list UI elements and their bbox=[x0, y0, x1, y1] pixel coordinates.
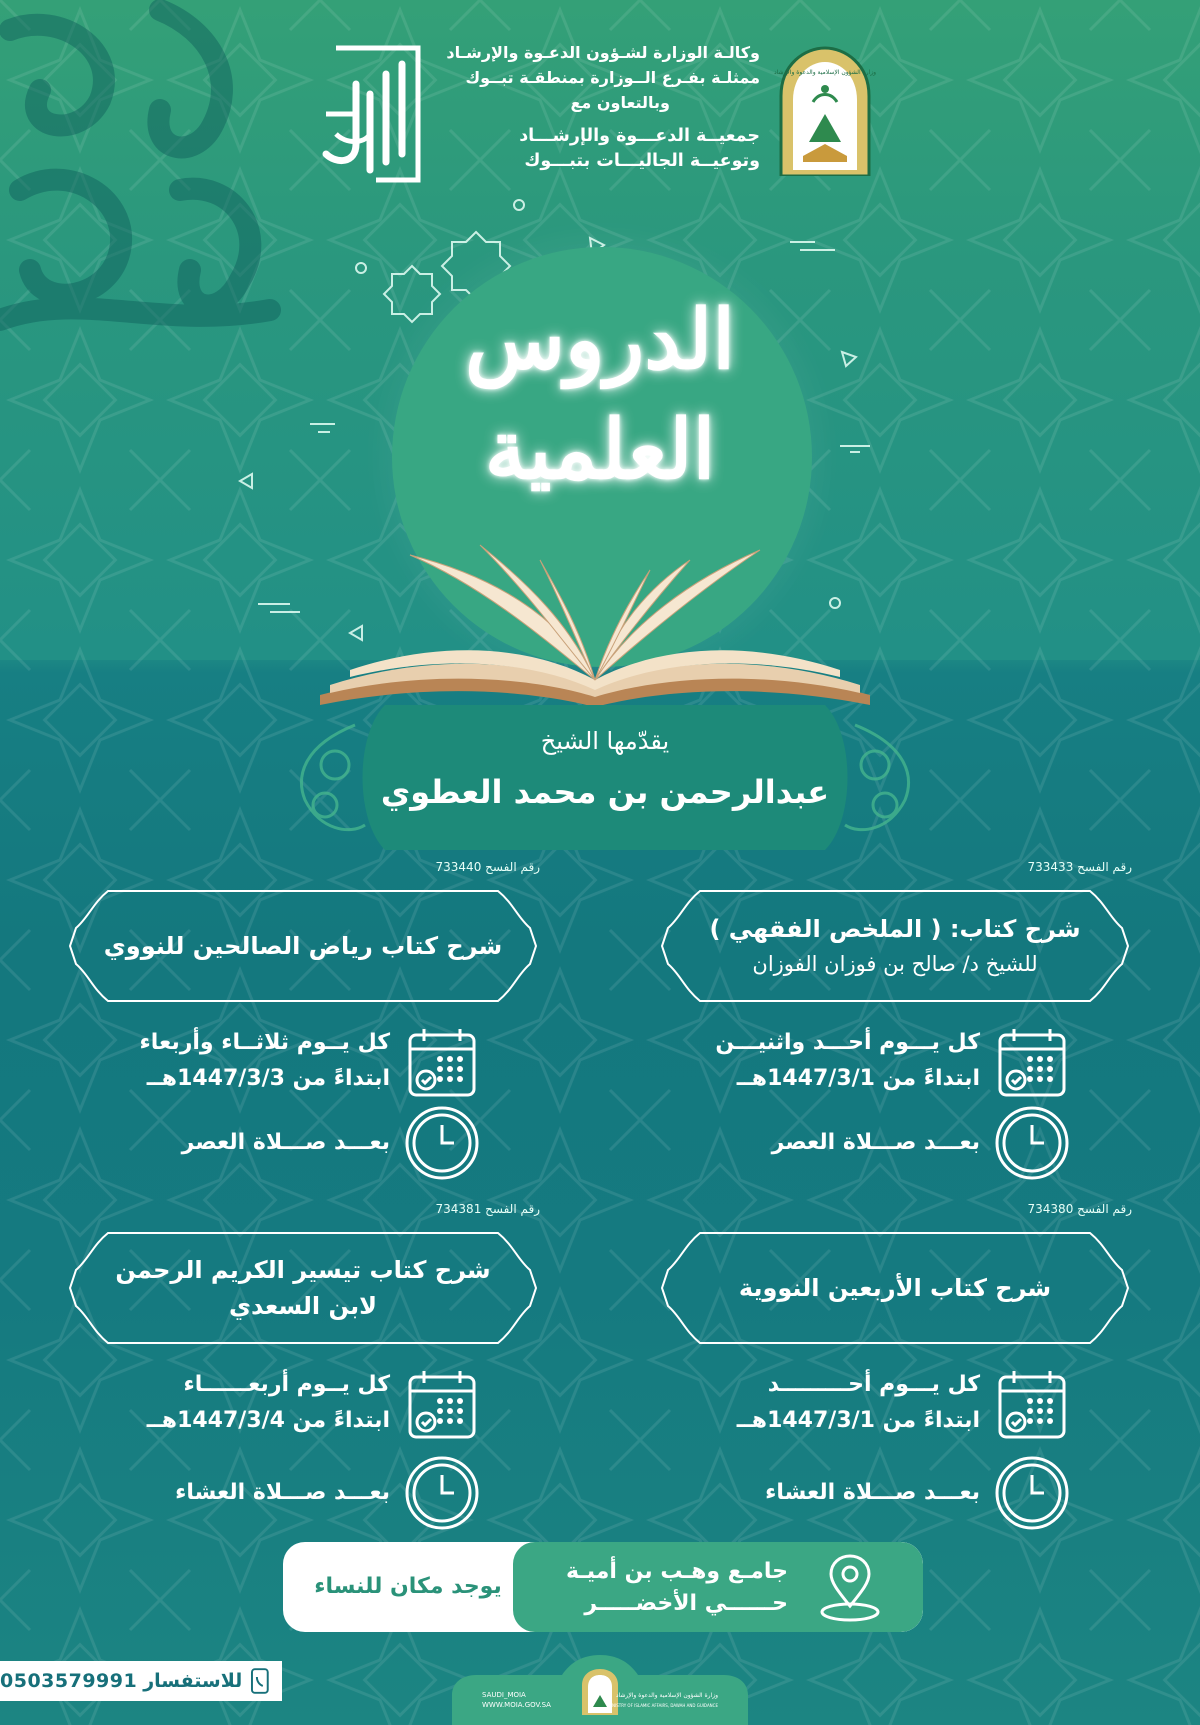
header-line-5: وتوعيــة الجاليـــات بتبـــوك bbox=[524, 151, 760, 171]
presenter-label: يقدّمها الشيخ bbox=[540, 727, 670, 755]
header-line-3: وبالتعاون مع bbox=[570, 93, 670, 112]
header-line-4: جمعيــة الدعـــوة والإرشـــاد bbox=[519, 126, 760, 146]
title-line-1: الدروس bbox=[464, 292, 736, 388]
lesson-subtitle: لابن السعدي bbox=[229, 1292, 377, 1320]
lesson-time-row bbox=[640, 1455, 1070, 1535]
mosque-name: جامـع وهـب بن أميـة bbox=[565, 1559, 788, 1584]
calendar-icon bbox=[994, 1025, 1070, 1101]
lesson-days-row bbox=[50, 1367, 480, 1447]
presenter-banner bbox=[295, 705, 915, 850]
mosque-address bbox=[528, 1556, 788, 1620]
day-line-1: كل يــوم ثلاثــاء وأربعاء bbox=[139, 1030, 390, 1055]
lesson-time: بعـــد صـــلاة العشاء bbox=[175, 1480, 390, 1505]
lesson-time-row bbox=[640, 1105, 1070, 1185]
footer-ministry-badge bbox=[452, 1655, 748, 1725]
lesson-days bbox=[60, 1367, 390, 1439]
lesson-time: بعـــد صـــلاة العصر bbox=[771, 1130, 980, 1155]
day-line-1: كل يـــوم أحـــد واثنيـــن bbox=[715, 1030, 980, 1055]
contact-label: للاستفسار bbox=[143, 1670, 243, 1692]
lesson-days bbox=[650, 1025, 980, 1097]
calendar-icon bbox=[404, 1025, 480, 1101]
day-line-2: ابتداءً من 1447/3/4هــ bbox=[146, 1408, 390, 1433]
permit-number: رقم الفسح 734381 bbox=[435, 1202, 540, 1216]
footer-site: WWW.MOIA.GOV.SA bbox=[482, 1701, 551, 1709]
header-line-2: ممثلـة بفـرع الــوزارة بمنطقـة تبــوك bbox=[465, 68, 760, 87]
emblem-text: وزارة الشؤون الإسلامية والدعوة والإرشاد bbox=[773, 69, 877, 76]
women-note: يوجد مكان للنساء bbox=[314, 1574, 502, 1599]
permit-number: رقم الفسح 733440 bbox=[435, 860, 540, 874]
footer-social: SAUDI_MOIA bbox=[482, 1691, 526, 1699]
lesson-title: شرح كتاب الأربعين النووية bbox=[738, 1274, 1052, 1302]
lesson-days-row bbox=[640, 1367, 1070, 1447]
clock-icon bbox=[404, 1105, 480, 1181]
location-pin-icon bbox=[817, 1554, 883, 1622]
lesson-card bbox=[68, 1230, 538, 1346]
footer-ministry-ar: وزارة الشؤون الإسلامية والدعوة والإرشاد bbox=[615, 1692, 718, 1699]
clock-icon bbox=[404, 1455, 480, 1531]
lesson-days-row bbox=[50, 1025, 480, 1105]
lesson-card bbox=[660, 888, 1130, 1004]
open-book-image bbox=[310, 535, 880, 710]
phone-icon bbox=[250, 1668, 270, 1694]
district-name: حــــــي الأخضـــــر bbox=[584, 1591, 788, 1616]
lesson-time-row bbox=[50, 1455, 480, 1535]
lesson-days bbox=[650, 1367, 980, 1439]
lesson-title: شرح كتاب رياض الصالحين للنووي bbox=[103, 932, 503, 960]
lesson-subtitle: للشيخ د/ صالح بن فوزان الفوزان bbox=[752, 952, 1038, 976]
clock-icon bbox=[994, 1455, 1070, 1531]
contact-box bbox=[0, 1661, 282, 1701]
day-line-2: ابتداءً من 1447/3/1هــ bbox=[736, 1408, 980, 1433]
title-line-2: العلمية bbox=[484, 402, 716, 498]
lesson-time: بعـــد صـــلاة العصر bbox=[181, 1130, 390, 1155]
day-line-2: ابتداءً من 1447/3/3هــ bbox=[146, 1066, 390, 1091]
contact-phone[interactable]: 0503579991 bbox=[0, 1670, 138, 1692]
lesson-time: بعـــد صـــلاة العشاء bbox=[765, 1480, 980, 1505]
lesson-days-row bbox=[640, 1025, 1070, 1105]
lesson-time-row bbox=[50, 1105, 480, 1185]
calendar-icon bbox=[994, 1367, 1070, 1443]
calendar-icon bbox=[404, 1367, 480, 1443]
permit-number: رقم الفسح 733433 bbox=[1027, 860, 1132, 874]
lesson-title: شرح كتاب تيسير الكريم الرحمن bbox=[115, 1256, 491, 1284]
location-bar bbox=[283, 1542, 923, 1632]
lesson-card bbox=[660, 1230, 1130, 1346]
presenter-name: عبدالرحمن بن محمد العطوي bbox=[380, 773, 830, 811]
clock-icon bbox=[994, 1105, 1070, 1181]
permit-number: رقم الفسح 734380 bbox=[1027, 1202, 1132, 1216]
lesson-title: شرح كتاب: ( الملخص الفقهي ) bbox=[709, 915, 1081, 943]
lesson-days bbox=[60, 1025, 390, 1097]
day-line-1: كل يــوم أربعــــــاء bbox=[183, 1372, 390, 1397]
header-line-1: وكالـة الوزارة لشـؤون الدعـوة والإرشـاد bbox=[446, 43, 760, 62]
day-line-1: كل يـــوم أحـــــــــد bbox=[767, 1372, 980, 1397]
footer-ministry-en: MINISTRY OF ISLAMIC AFFAIRS, DAWAH AND GUIDANCE bbox=[607, 1703, 718, 1708]
main-title bbox=[400, 285, 800, 505]
day-line-2: ابتداءً من 1447/3/1هــ bbox=[736, 1066, 980, 1091]
lesson-card bbox=[68, 888, 538, 1004]
